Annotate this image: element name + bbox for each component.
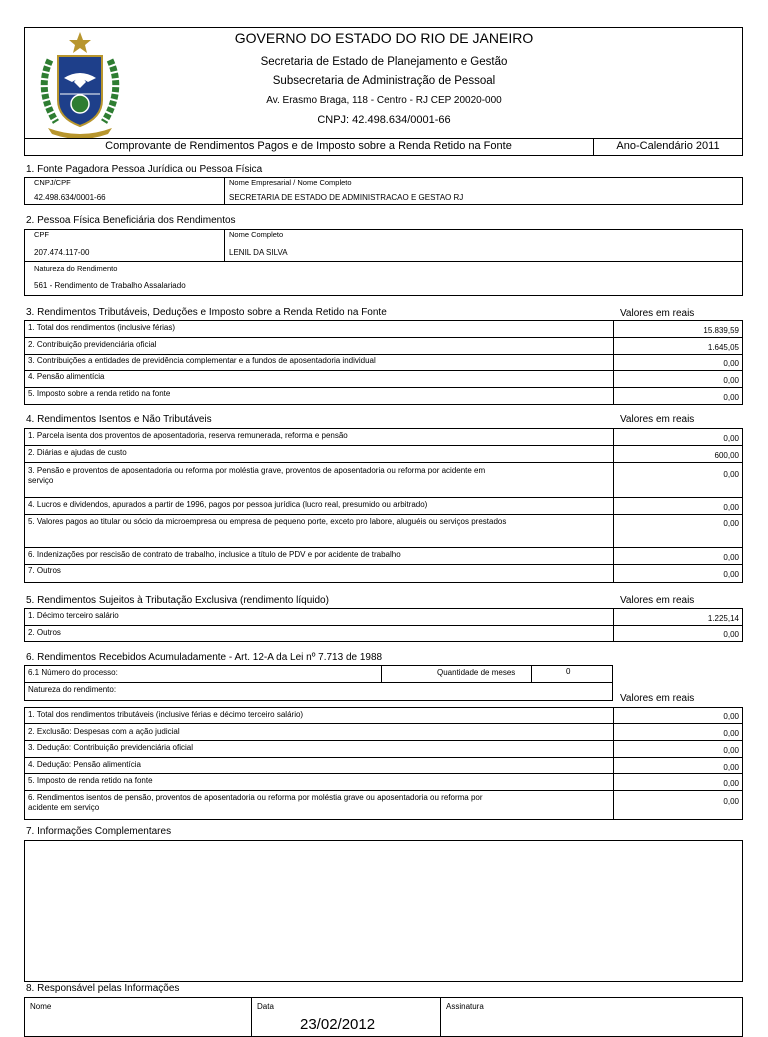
s3-row-label: 5. Imposto sobre a renda retido na fonte: [28, 389, 171, 398]
s6-row-value: 0,00: [723, 763, 739, 772]
s6-row-value: 0,00: [723, 712, 739, 721]
section-3-title: 3. Rendimentos Tributáveis, Deduções e Imposto sobre a Renda Retido na Fonte: [26, 307, 387, 318]
s4-row-value: 600,00: [714, 451, 739, 460]
beneficiary-name-label: Nome Completo: [229, 230, 284, 239]
s6-nature-label: Natureza do rendimento:: [28, 685, 117, 694]
section-6-values-label: Valores em reais: [620, 693, 695, 704]
s6-row-value: 0,00: [723, 729, 739, 738]
s6-row-label: 4. Dedução: Pensão alimentícia: [28, 760, 141, 769]
section-7-title: 7. Informações Complementares: [26, 826, 172, 837]
section-5-values-label: Valores em reais: [620, 595, 695, 606]
section-3-values-label: Valores em reais: [620, 308, 695, 319]
s3-row-value: 0,00: [723, 393, 739, 402]
s6-row-label: 5. Imposto de renda retido na fonte: [28, 776, 153, 785]
s4-row-label: 2. Diárias e ajudas de custo: [28, 448, 127, 457]
s4-row-label: 6. Indenizações por rescisão de contrato de trabalho, inclusice a título de PDV e por acidente de trabalho: [28, 550, 401, 559]
s3-row-label: 4. Pensão alimentícia: [28, 372, 105, 381]
section-8-title: 8. Responsável pelas Informações: [26, 983, 180, 994]
s3-row-value: 1.645,05: [707, 343, 739, 352]
s4-row-label: 4. Lucros e dividendos, apurados a partir de 1996, pagos por pessoa jurídica (lucro real, presumido ou arbitrado): [28, 500, 428, 509]
s4-row-value: 0,00: [723, 470, 739, 479]
cnpj-value: 42.498.634/0001-66: [34, 193, 106, 202]
s3-row-value: 0,00: [723, 376, 739, 385]
header-secretaria: Secretaria de Estado de Planejamento e Gestão: [260, 56, 508, 68]
company-name-value: SECRETARIA DE ESTADO DE ADMINISTRACAO E GESTAO RJ: [229, 193, 464, 202]
s6-row-label: 1. Total dos rendimentos tributáveis (inclusive férias e décimo terceiro salário): [28, 710, 304, 719]
calendar-year: Ano-Calendário 2011: [616, 140, 720, 152]
income-nature-value: 561 - Rendimento de Trabalho Assalariado: [34, 281, 186, 290]
months-value: 0: [566, 667, 571, 676]
section-4-values-label: Valores em reais: [620, 414, 695, 425]
s5-row-value: 1.225,14: [707, 614, 739, 623]
responsible-date-value: 23/02/2012: [300, 1016, 376, 1033]
complementary-info-box: [24, 840, 743, 982]
s3-row-value: 15.839,59: [703, 326, 739, 335]
section-6-title: 6. Rendimentos Recebidos Acumuladamente - Art. 12-A da Lei nº 7.713 de 1988: [26, 652, 383, 663]
s4-row-value: 0,00: [723, 570, 739, 579]
section-2-title: 2. Pessoa Física Beneficiária dos Rendimentos: [26, 215, 236, 226]
s4-row-value: 0,00: [723, 519, 739, 528]
s6-row-label: 6. Rendimentos isentos de pensão, proventos de aposentadoria ou reforma por moléstia grave ou aposentadoria ou reforma por acidente em serviço: [28, 793, 483, 812]
s6-row-value: 0,00: [723, 779, 739, 788]
months-label: Quantidade de meses: [437, 668, 516, 677]
section-4-title: 4. Rendimentos Isentos e Não Tributáveis: [26, 414, 212, 425]
s4-row-value: 0,00: [723, 553, 739, 562]
s5-row-value: 0,00: [723, 630, 739, 639]
section-1-title: 1. Fonte Pagadora Pessoa Jurídica ou Pessoa Física: [26, 164, 263, 175]
s4-row-label: 3. Pensão e proventos de aposentadoria ou reforma por moléstia grave, proventos de aposentadoria ou reforma por acidente em serviço: [28, 466, 486, 485]
s6-row-value: 0,00: [723, 746, 739, 755]
responsible-name-label: Nome: [30, 1002, 52, 1011]
responsible-box: [24, 997, 743, 1037]
beneficiary-name-value: LENIL DA SILVA: [229, 248, 288, 257]
header-subsecretaria: Subsecretaria de Administração de Pessoal: [272, 75, 496, 87]
header-cnpj: CNPJ: 42.498.634/0001-66: [317, 114, 451, 126]
document-title: Comprovante de Rendimentos Pagos e de Imposto sobre a Renda Retido na Fonte: [105, 140, 512, 152]
responsible-date-label: Data: [257, 1002, 274, 1011]
s6-row-value: 0,00: [723, 797, 739, 806]
s4-row-value: 0,00: [723, 434, 739, 443]
header-box: [24, 27, 743, 156]
s3-row-label: 1. Total dos rendimentos (inclusive férias): [28, 323, 176, 332]
header-title: GOVERNO DO ESTADO DO RIO DE JANEIRO: [234, 30, 534, 46]
signature-label: Assinatura: [446, 1002, 484, 1011]
process-number-label: 6.1 Número do processo:: [28, 668, 118, 677]
section-5-title: 5. Rendimentos Sujeitos à Tributação Exclusiva (rendimento líquido): [26, 595, 329, 606]
cnpj-label: CNPJ/CPF: [34, 178, 71, 187]
s4-row-label: 1. Parcela isenta dos proventos de aposentadoria, reserva remunerada, reforma e pensão: [28, 431, 348, 440]
s3-row-value: 0,00: [723, 359, 739, 368]
header-address: Av. Erasmo Braga, 118 - Centro - RJ CEP 20020-000: [266, 95, 502, 106]
s4-row-label: 7. Outros: [28, 566, 61, 575]
s3-row-label: 3. Contribuições a entidades de previdência complementar e a fundos de aposentadoria individual: [28, 356, 376, 365]
company-name-label: Nome Empresarial / Nome Completo: [229, 178, 352, 187]
s6-row-label: 3. Dedução: Contribuição previdenciária oficial: [28, 743, 193, 752]
cpf-label: CPF: [34, 230, 49, 239]
s3-row-label: 2. Contribuição previdenciária oficial: [28, 340, 157, 349]
s4-row-label: 5. Valores pagos ao titular ou sócio da microempresa ou empresa de pequeno porte, exceto pro labore, aluguéis ou serviços prestados: [28, 517, 507, 526]
s5-row-label: 1. Décimo terceiro salário: [28, 611, 119, 620]
income-nature-label: Natureza do Rendimento: [34, 264, 118, 273]
s6-row-label: 2. Exclusão: Despesas com a ação judicial: [28, 727, 180, 736]
s5-row-label: 2. Outros: [28, 628, 61, 637]
s4-row-value: 0,00: [723, 503, 739, 512]
cpf-value: 207.474.117-00: [34, 248, 90, 257]
